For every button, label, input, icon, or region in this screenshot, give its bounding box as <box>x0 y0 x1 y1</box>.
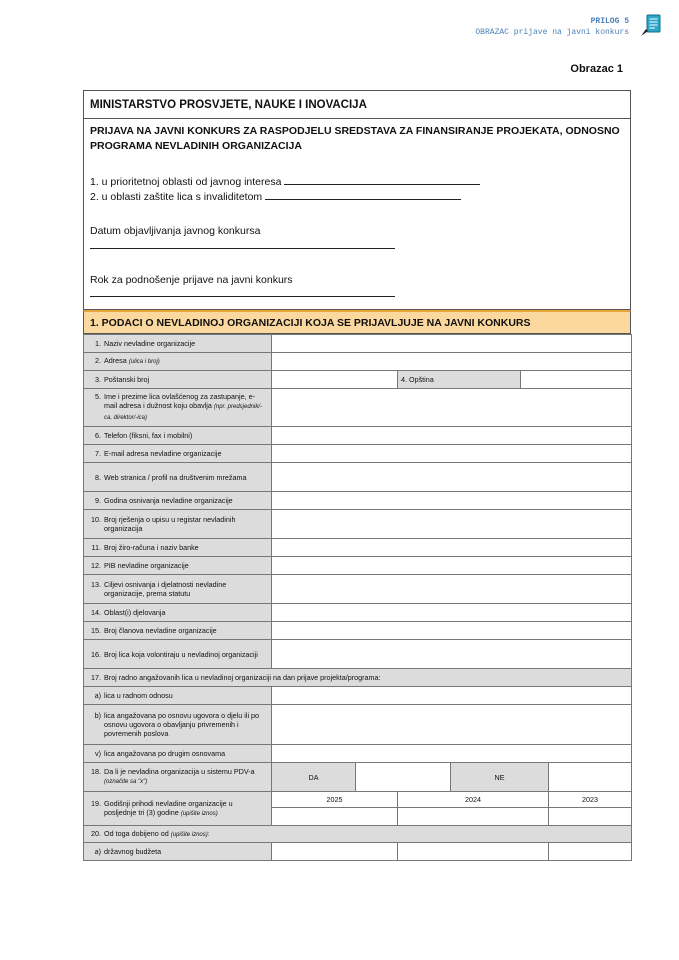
email-field[interactable] <box>272 445 632 463</box>
municipality-label: 4. Opština <box>398 371 521 389</box>
year-header: 2023 <box>549 792 632 808</box>
other-workers-field[interactable] <box>272 745 632 763</box>
table-row <box>84 687 632 705</box>
area-line-1 <box>90 175 480 189</box>
table-row <box>84 371 632 389</box>
address-field[interactable] <box>272 353 632 371</box>
row-label: 16. Broj lica koja volontiraju u nevladinoj organizaciji <box>84 640 272 669</box>
website-field[interactable] <box>272 463 632 492</box>
members-count-field[interactable] <box>272 622 632 640</box>
row-label: 14. Oblast(i) djelovanja <box>84 604 272 622</box>
bank-account-field[interactable] <box>272 539 632 557</box>
row-label: 7. E-mail adresa nevladine organizacije <box>84 445 272 463</box>
row-label: 18. Da li je nevladina organizacija u sistemu PDV-a (označite sa "x") <box>84 763 272 792</box>
income-field[interactable] <box>398 808 549 826</box>
row-label: 17. Broj radno angažovanih lica u nevladinoj organizaciji na dan prijave projekta/programa: <box>84 669 632 687</box>
table-row <box>84 510 632 539</box>
table-row <box>84 669 632 687</box>
founding-year-field[interactable] <box>272 492 632 510</box>
row-label: 8. Web stranica / profil na društvenim mrežama <box>84 463 272 492</box>
year-header: 2025 <box>272 792 398 808</box>
area-line-1-label: 1. u prioritetnoj oblasti od javnog interesa <box>90 176 282 188</box>
table-row <box>84 335 632 353</box>
row-label: 5. Ime i prezime lica ovlašćenog za zastupanje, e-mail adresa i dužnost koju obavlja (npr. predsjednik/-ca, direktor/-ica) <box>84 389 272 427</box>
vat-no-label: NE <box>451 763 549 792</box>
volunteers-count-field[interactable] <box>272 640 632 669</box>
organization-data-table <box>83 334 632 861</box>
attachment-number: PRILOG 5 <box>590 17 629 26</box>
row-label: v) lica angažovana po drugim osnovama <box>84 745 272 763</box>
vat-no-field[interactable] <box>549 763 632 792</box>
area-line-2-field[interactable] <box>265 190 461 200</box>
row-label: 20. Od toga dobijeno od (upišite iznos): <box>84 826 632 843</box>
employees-field[interactable] <box>272 687 632 705</box>
row-label: 9. Godina osnivanja nevladine organizacije <box>84 492 272 510</box>
ministry-name: MINISTARSTVO PROSVJETE, NAUKE I INOVACIJA <box>90 99 367 111</box>
attachment-header <box>475 16 629 38</box>
table-row <box>84 705 632 745</box>
table-row <box>84 557 632 575</box>
table-row <box>84 640 632 669</box>
section-1-heading: 1. PODACI O NEVLADINOJ ORGANIZACIJI KOJA SE PRIJAVLJUJE NA JAVNI KONKURS <box>83 310 631 334</box>
deadline-field[interactable] <box>90 287 395 297</box>
table-row <box>84 843 632 861</box>
vat-yes-field[interactable] <box>356 763 451 792</box>
table-row <box>84 792 632 808</box>
row-label: 6. Telefon (fiksni, fax i mobilni) <box>84 427 272 445</box>
form-header-box <box>83 90 631 310</box>
table-row <box>84 492 632 510</box>
postal-code-field[interactable] <box>272 371 398 389</box>
state-budget-field[interactable] <box>272 843 398 861</box>
pib-field[interactable] <box>272 557 632 575</box>
row-label: 12. PIB nevladine organizacije <box>84 557 272 575</box>
table-row <box>84 389 632 427</box>
divider <box>84 118 630 119</box>
application-title: PRIJAVA NA JAVNI KONKURS ZA RASPODJELU SREDSTAVA ZA FINANSIRANJE PROJEKATA, ODNOSNO PROGRAMA NEVLADINIH ORGANIZACIJA <box>90 125 620 152</box>
area-line-2-label: 2. u oblasti zaštite lica s invaliditetom <box>90 191 263 203</box>
table-row <box>84 826 632 843</box>
income-field[interactable] <box>549 808 632 826</box>
vat-yes-label: DA <box>272 763 356 792</box>
row-label: 13. Ciljevi osnivanja i djelatnosti nevladine organizacije, prema statutu <box>84 575 272 604</box>
row-label: 19. Godišnji prihodi nevladine organizacije u posljednje tri (3) godine (upišite iznos) <box>84 792 272 826</box>
activity-area-field[interactable] <box>272 604 632 622</box>
state-budget-field[interactable] <box>398 843 549 861</box>
area-line-1-field[interactable] <box>284 175 480 185</box>
table-row <box>84 539 632 557</box>
income-field[interactable] <box>272 808 398 826</box>
goals-field[interactable] <box>272 575 632 604</box>
row-label: 11. Broj žiro-računa i naziv banke <box>84 539 272 557</box>
table-row <box>84 575 632 604</box>
row-label: b) lica angažovana po osnovu ugovora o djelu ili po osnovu ugovora o obavljanju privremenih i povremenih poslova <box>84 705 272 745</box>
row-label: a) lica u radnom odnosu <box>84 687 272 705</box>
row-label: 10. Broj rješenja o upisu u registar nevladinih organizacija <box>84 510 272 539</box>
form-number: Obrazac 1 <box>570 63 623 75</box>
deadline-line <box>90 287 395 301</box>
table-row <box>84 622 632 640</box>
table-row <box>84 745 632 763</box>
row-label: a) državnog budžeta <box>84 843 272 861</box>
row-label: 3. Poštanski broj <box>84 371 272 389</box>
deadline-label: Rok za podnošenje prijave na javni konkurs <box>90 274 293 286</box>
table-row <box>84 445 632 463</box>
document-icon[interactable] <box>640 14 662 38</box>
table-row <box>84 353 632 371</box>
publication-date-line <box>90 239 395 253</box>
representative-field[interactable] <box>272 389 632 427</box>
table-row <box>84 463 632 492</box>
phone-field[interactable] <box>272 427 632 445</box>
table-row <box>84 604 632 622</box>
contract-workers-field[interactable] <box>272 705 632 745</box>
registration-number-field[interactable] <box>272 510 632 539</box>
row-label: 1. Naziv nevladine organizacije <box>84 335 272 353</box>
row-label: 15. Broj članova nevladine organizacije <box>84 622 272 640</box>
publication-date-field[interactable] <box>90 239 395 249</box>
table-row <box>84 763 632 792</box>
org-name-field[interactable] <box>272 335 632 353</box>
row-label: 2. Adresa (ulica i broj) <box>84 353 272 371</box>
area-line-2 <box>90 190 461 204</box>
state-budget-field[interactable] <box>549 843 632 861</box>
attachment-subtitle: OBRAZAC prijave na javni konkurs <box>475 28 629 37</box>
year-header: 2024 <box>398 792 549 808</box>
table-row <box>84 427 632 445</box>
publication-date-label: Datum objavljivanja javnog konkursa <box>90 225 261 237</box>
municipality-field[interactable] <box>521 371 632 389</box>
